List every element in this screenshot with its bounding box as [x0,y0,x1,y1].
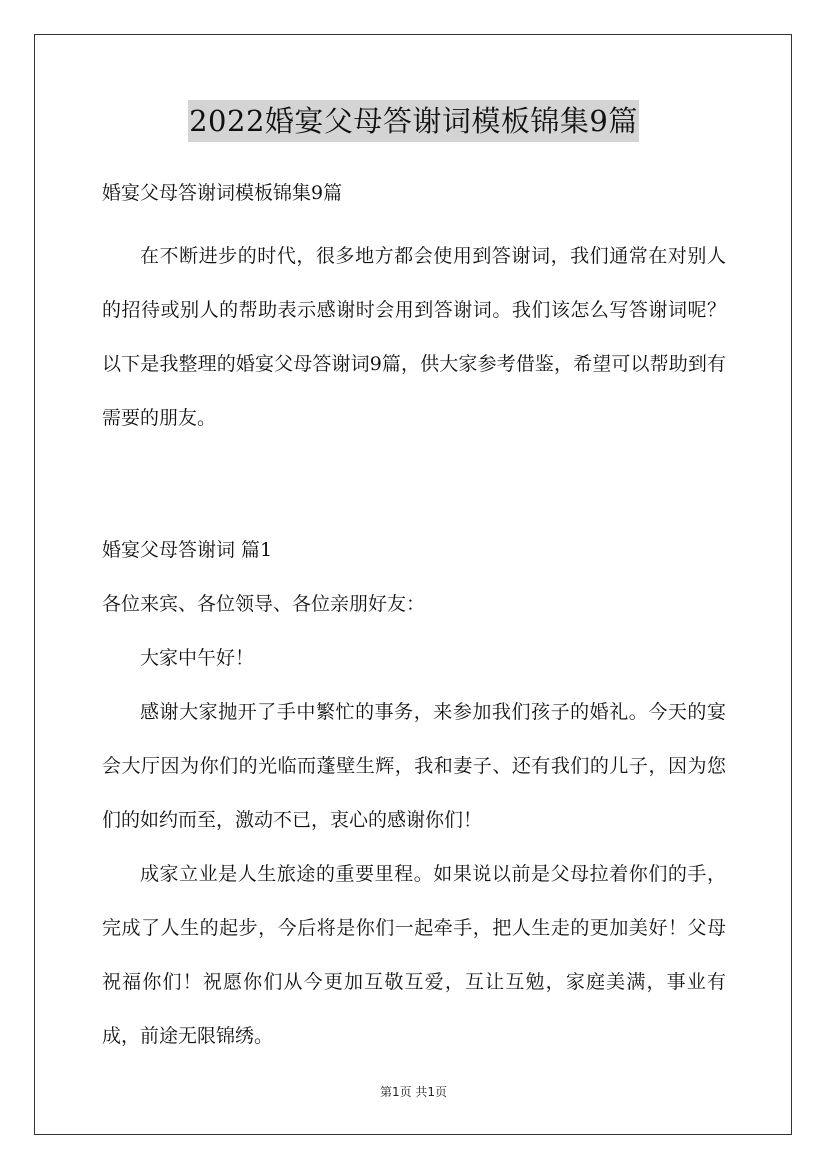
document-subtitle: 婚宴父母答谢词模板锦集9篇 [102,182,343,204]
page-footer: 第1页 共1页 [379,1085,448,1099]
salutation: 各位来宾、各位领导、各位亲朋好友： [102,593,426,615]
document-body [102,172,726,1063]
section-heading: 婚宴父母答谢词 篇1 [102,539,273,561]
thanks-paragraph: 感谢大家抛开了手中繁忙的事务，来参加我们孩子的婚礼。今天的宴会大厅因为你们的光临而蓬壁生辉，我和妻子、还有我们的儿子，因为您们的如约而至，激动不已，衷心的感谢你们！ [102,701,726,831]
blessing-paragraph: 成家立业是人生旅途的重要里程。如果说以前是父母拉着你们的手，完成了人生的起步，今后将是你们一起牵手，把人生走的更加美好！父母祝福你们！祝愿你们从今更加互敬互爱，互让互勉，家庭美满，事业有成，前途无限锦绣。 [102,863,726,1047]
greeting-paragraph: 大家中午好！ [140,647,255,669]
intro-paragraph: 在不断进步的时代，很多地方都会使用到答谢词，我们通常在对别人的招待或别人的帮助表示感谢时会用到答谢词。我们该怎么写答谢词呢？以下是我整理的婚宴父母答谢词9篇，供大家参考借鉴，希望可以帮助到有需要的朋友。 [102,245,726,429]
document-title-text: 2022婚宴父母答谢词模板锦集9篇 [188,100,639,142]
document-title [0,100,827,142]
